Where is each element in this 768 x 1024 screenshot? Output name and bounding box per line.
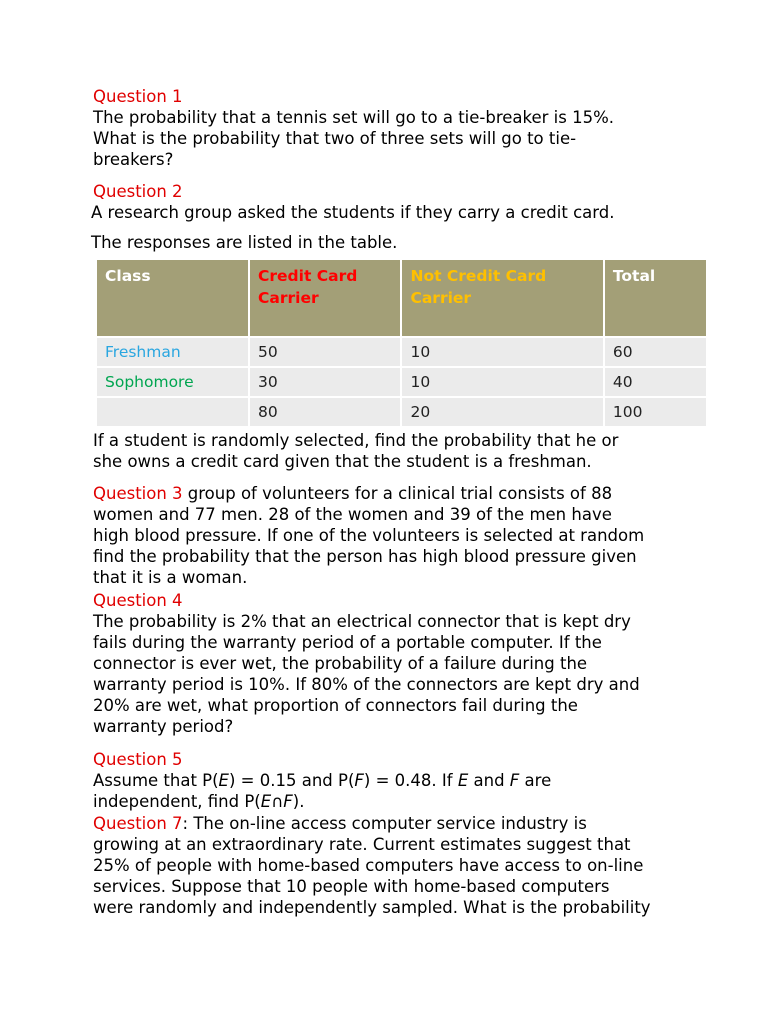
question-7-line-4: services. Suppose that 10 people with home-based computers [93,877,610,896]
question-4-line-4: warranty period is 10%. If 80% of the connectors are kept dry and [93,675,640,694]
question-2-prompt-line-2: she owns a credit card given that the student is a freshman. [93,452,592,471]
question-4-line-1: The probability is 2% that an electrical connector that is kept dry [93,612,631,631]
table-row [97,397,706,427]
intersection-symbol: ∩ [271,792,284,811]
text-seg: and [468,771,510,790]
header-not-credit-text: Not Credit Card Carrier [410,267,547,307]
question-5-line-2 [93,791,713,812]
table-header-row [97,260,706,337]
text-seg: ) = 0.48. If [363,771,458,790]
question-4-line-2: fails during the warranty period of a portable computer. If the [93,633,602,652]
question-7-first-text: : The on-line access computer service industry is [182,814,587,833]
table-row [97,337,706,367]
question-3 [93,483,713,588]
question-3-line-4: find the probability that the person has high blood pressure given [93,547,637,566]
cell: 80 [249,397,401,427]
text-seg: Assume that P( [93,771,219,790]
question-4-line-6: warranty period? [93,717,234,736]
question-1-line-2: What is the probability that two of three sets will go to tie- [93,129,577,148]
question-1-line-3: breakers? [93,150,174,169]
text-seg: ) = 0.15 and P( [228,771,355,790]
question-2 [93,181,713,253]
question-3-line-1 [93,483,713,504]
question-5 [93,749,713,812]
cell: 10 [401,337,603,367]
cell: 30 [249,367,401,397]
question-3-heading: Question 3 [93,484,183,503]
row-label-total [97,397,249,427]
cell: 10 [401,367,603,397]
table-header-total [604,260,706,337]
text-seg: E [218,771,229,790]
question-7 [93,813,713,918]
header-credit-text: Credit Card Carrier [258,267,358,307]
cell: 50 [249,337,401,367]
text-seg: F [283,792,293,811]
question-5-line-1 [93,770,713,791]
table-header-credit [249,260,401,337]
text-seg: are [519,771,552,790]
question-4-line-3: connector is ever wet, the probability of a failure during the [93,654,588,673]
text-seg: E [260,792,272,811]
text-seg: E [457,771,469,790]
text-seg: ). [292,792,305,811]
question-7-heading: Question 7 [93,814,183,833]
question-1 [93,86,713,170]
table-header-not-credit [401,260,603,337]
question-3-line-2: women and 77 men. 28 of the women and 39 of the men have [93,505,612,524]
question-5-heading: Question 5 [93,750,183,769]
question-4-line-5: 20% are wet, what proportion of connectors fail during the [93,696,578,715]
question-3-line-5: that it is a woman. [93,568,248,587]
question-1-heading: Question 1 [93,87,183,106]
question-7-line-3: 25% of people with home-based computers have access to on-line [93,856,644,875]
question-2-intro: A research group asked the students if they carry a credit card. [91,203,615,222]
header-total-text: Total [612,267,656,285]
header-class-text: Class [105,267,151,285]
row-label-freshman: Freshman [97,337,249,367]
text-seg: F [354,771,364,790]
table-row [97,367,706,397]
question-7-line-1 [93,813,713,834]
credit-card-table [97,260,706,428]
cell: 40 [604,367,706,397]
cell: 20 [401,397,603,427]
question-4-heading: Question 4 [93,591,183,610]
question-4 [93,590,713,737]
question-7-line-5: were randomly and independently sampled. What is the probability [93,898,651,917]
table-header-class [97,260,249,337]
text-seg: F [509,771,520,790]
question-1-line-1: The probability that a tennis set will go to a tie-breaker is 15%. [93,108,615,127]
question-2-table-caption: The responses are listed in the table. [91,233,398,252]
question-2-heading: Question 2 [93,182,183,201]
question-7-line-2: growing at an extraordinary rate. Current estimates suggest that [93,835,631,854]
question-3-line-3: high blood pressure. If one of the volunteers is selected at random [93,526,645,545]
question-2-prompt [93,430,713,472]
row-label-sophomore: Sophomore [97,367,249,397]
cell: 100 [604,397,706,427]
text-seg: independent, find P( [93,792,261,811]
question-2-prompt-line-1: If a student is randomly selected, find the probability that he or [93,431,619,450]
question-3-first-text: group of volunteers for a clinical trial consists of 88 [182,484,613,503]
cell: 60 [604,337,706,367]
